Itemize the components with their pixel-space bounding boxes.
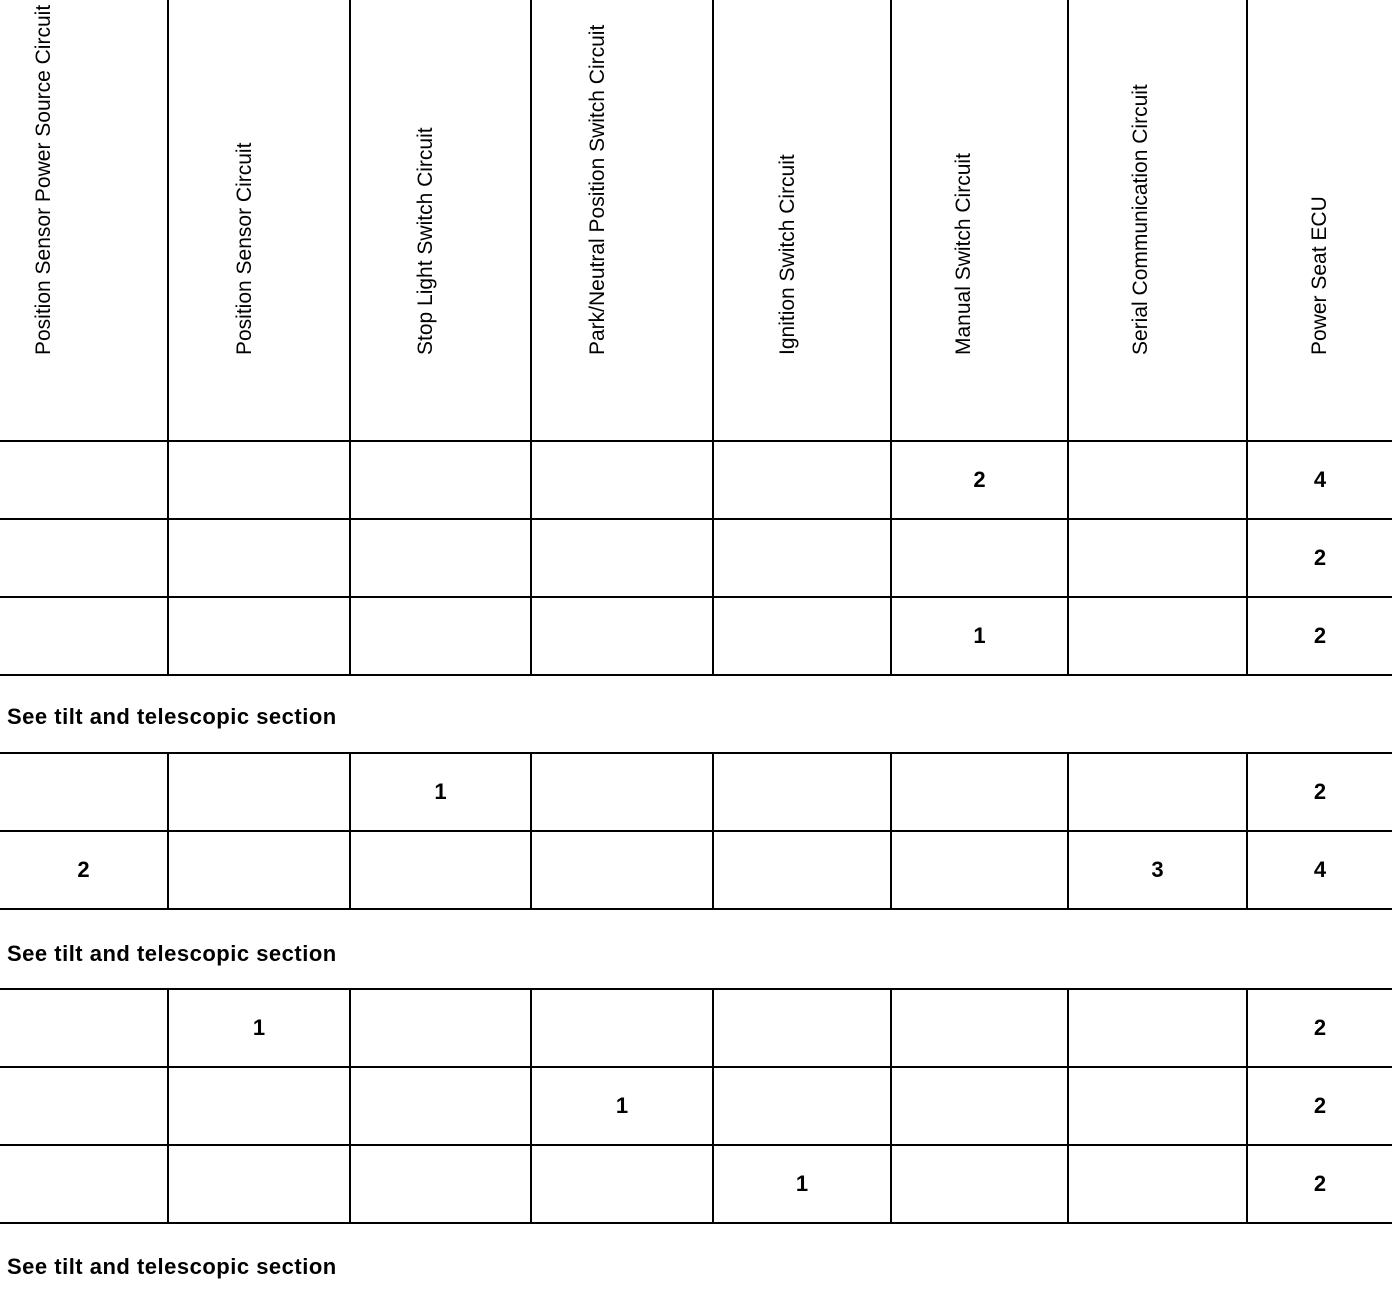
table-cell: 1 [532, 1068, 714, 1144]
table-cell: 2 [0, 832, 169, 908]
column-header-label: Power Seat ECU [1308, 196, 1331, 355]
table-cell [351, 598, 532, 674]
column-header-label: Park/Neutral Position Switch Circuit [586, 24, 609, 355]
table-cell [0, 1146, 169, 1222]
table-cell: 1 [351, 754, 532, 830]
column-header [169, 0, 351, 440]
table-cell [532, 598, 714, 674]
table-cell [714, 1068, 892, 1144]
section-note: See tilt and telescopic section [7, 1254, 337, 1279]
table-cell [0, 990, 169, 1066]
table-cell: 2 [1313, 1093, 1327, 1118]
column-header [1248, 0, 1392, 440]
table-cell [714, 598, 892, 674]
table-cell [892, 1146, 1069, 1222]
table-row [0, 1068, 1392, 1146]
table-cell [532, 754, 714, 830]
column-header [714, 0, 892, 440]
table-cell [351, 1146, 532, 1222]
table-cell [892, 990, 1069, 1066]
table-row [0, 754, 1392, 832]
table-cell [351, 442, 532, 518]
table-cell [892, 832, 1069, 908]
table-cell [169, 1068, 351, 1144]
table-cell [714, 520, 892, 596]
table-cell [0, 520, 169, 596]
table-cell [0, 754, 169, 830]
column-header-label: Manual Switch Circuit [952, 153, 975, 355]
table-cell: 2 [892, 442, 1069, 518]
table-cell [0, 1068, 169, 1144]
table-cell [532, 832, 714, 908]
table-cell [714, 754, 892, 830]
table-cell [351, 832, 532, 908]
table-cell: 2 [1313, 545, 1327, 570]
column-header [1069, 0, 1248, 440]
table-cell [1069, 442, 1248, 518]
table-cell [169, 520, 351, 596]
table-cell [169, 598, 351, 674]
table-row [0, 442, 1392, 520]
table-cell: 3 [1069, 832, 1248, 908]
table-cell: 2 [1313, 779, 1327, 804]
table-row [0, 990, 1392, 1068]
table-row [0, 832, 1392, 910]
table-cell: 1 [892, 598, 1069, 674]
table-row [0, 520, 1392, 598]
table-cell [892, 754, 1069, 830]
table-row [0, 1146, 1392, 1224]
table-cell [351, 1068, 532, 1144]
table-cell: 1 [169, 990, 351, 1066]
column-header-label: Serial Communication Circuit [1129, 84, 1152, 355]
table-cell [0, 442, 169, 518]
table-cell [169, 442, 351, 518]
table-cell [1069, 990, 1248, 1066]
table-cell [714, 990, 892, 1066]
table-header [0, 0, 1392, 442]
table-row [0, 598, 1392, 676]
table-cell [532, 442, 714, 518]
table-cell [169, 754, 351, 830]
table-cell: 2 [1313, 623, 1327, 648]
table-cell: 1 [714, 1146, 892, 1222]
table-cell [532, 1146, 714, 1222]
table-cell [1069, 1068, 1248, 1144]
table-cell: 4 [1313, 467, 1327, 492]
table-cell: 2 [1313, 1015, 1327, 1040]
table-cell [1069, 754, 1248, 830]
table-cell: 2 [1313, 1171, 1327, 1196]
column-header [532, 0, 714, 440]
table-cell: 4 [1313, 857, 1327, 882]
table-cell [532, 520, 714, 596]
table-cell [532, 990, 714, 1066]
section-note: See tilt and telescopic section [7, 941, 337, 966]
table-cell [351, 520, 532, 596]
column-header-label: Ignition Switch Circuit [776, 154, 799, 355]
table-cell [892, 520, 1069, 596]
column-header [0, 0, 169, 440]
table-cell [1069, 598, 1248, 674]
table-cell [1069, 520, 1248, 596]
table-cell [714, 442, 892, 518]
table-cell [169, 1146, 351, 1222]
column-header-label: Stop Light Switch Circuit [414, 127, 437, 355]
table-cell [1069, 1146, 1248, 1222]
column-header [892, 0, 1069, 440]
column-header-label: Position Sensor Circuit [233, 142, 256, 355]
table-cell [169, 832, 351, 908]
table-cell [351, 990, 532, 1066]
column-header [351, 0, 532, 440]
table-cell [0, 598, 169, 674]
table-cell [892, 1068, 1069, 1144]
column-header-label: Position Sensor Power Source Circuit [32, 4, 55, 355]
table-cell [714, 832, 892, 908]
section-note: See tilt and telescopic section [7, 704, 337, 729]
